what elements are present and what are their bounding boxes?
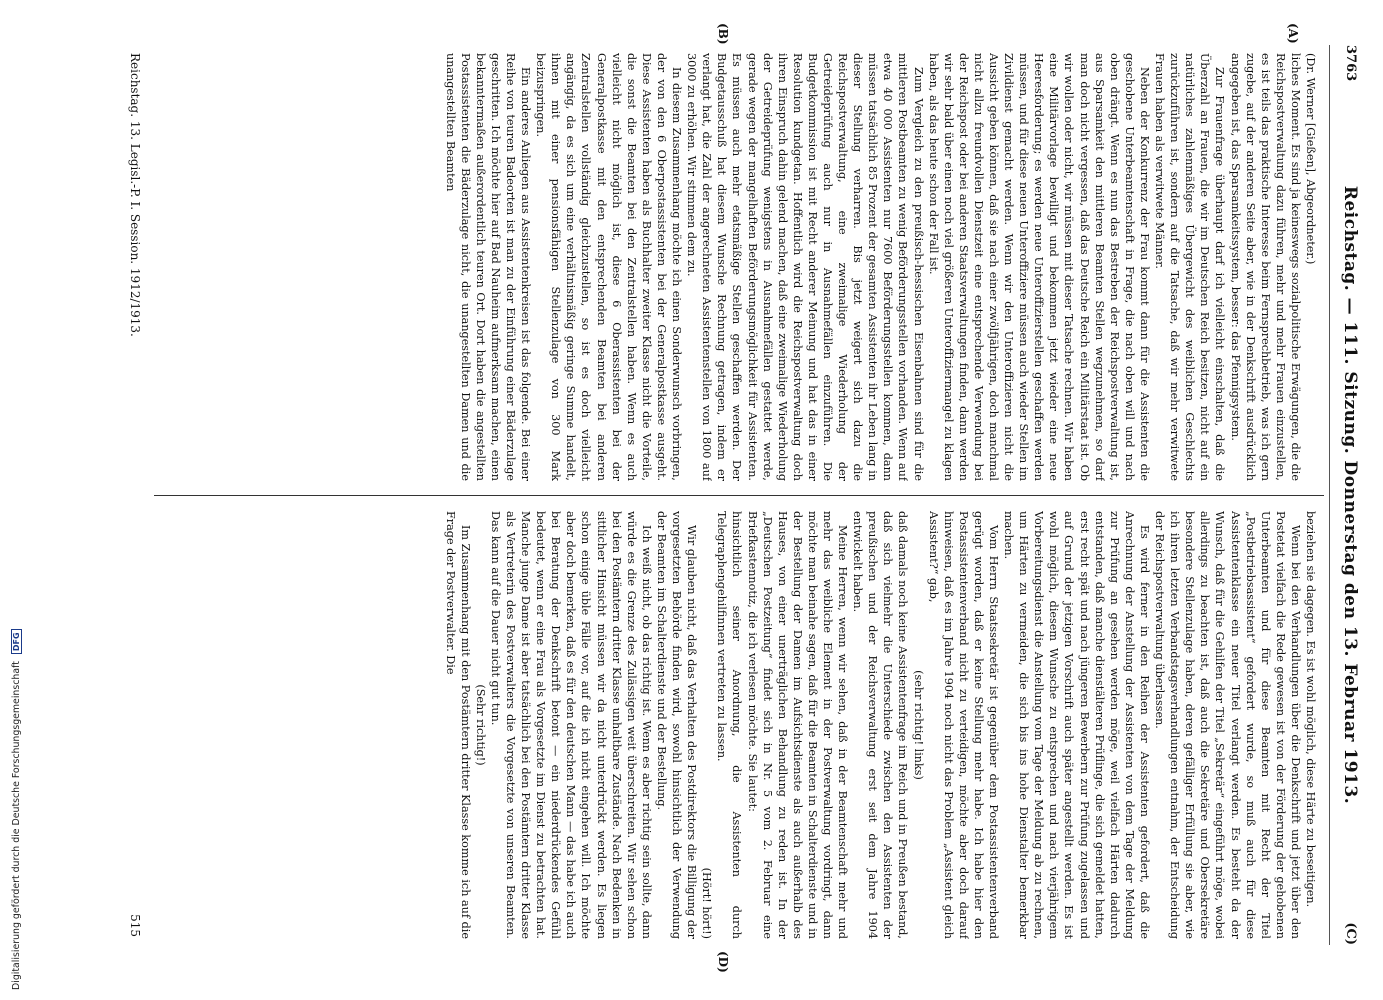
margin-marker-c: (C) [1343, 922, 1358, 945]
paragraph: hinsichtlich seiner Anordnung, die Assistenten durch Telegraphengehilfinnen vertreten zu lassen. [715, 511, 744, 939]
paragraph: Meine Herren, wenn wir sehen, daß in der Beamtenschaft mehr und mehr das weibliche Element in der Postverwaltung vordringt, dann möchte man beinahe sagen, daß für die Beamten in Schalterdienste und in der Bestellung der Damen im Aufsichtsdienste als auch außerhalb des Hauses, von einer unerträglichen Behandlung zu reden ist. In der „Deutschen Postzeitung“ findet sich in Nr. 5 vom 2. Februar eine Briefkastennotiz, die ich verlesen möchte. Sie lautet: [745, 511, 850, 939]
document-page [80, 23, 1370, 973]
paragraph: beziehen sie dagegen. Es ist wohl möglich, diese Härte zu beseitigen. [1304, 511, 1317, 908]
paragraph: Ein anderes Anliegen aus Assistentenkreisen ist das folgende. Bei einer Reihe von teuren Badeorten ist man zu der Einführung einer Bäderzulage geschritten. Ich möchte hier auf Bad Nauheim aufmerksam machen, einen bekanntermaßen außerordentlich teuren Ort. Dort haben die angestellten Postassistenten die Bäderzulage nicht, die unangestellten Damen und die unangestellten Beamten [443, 53, 533, 481]
page-footer [118, 53, 148, 937]
paragraph: Im Zusammenhang mit den Postämtern dritter Klasse komme ich auf die Frage der Postverwalter. Die [443, 511, 472, 939]
paragraph: daß damals noch keine Assistentenfrage im Reich und in Preußen bestand, daß sich vielmehr die Unterschiede zwischen den Assistenten der preußischen und der Reichsverwaltung erst seit dem Jahre 1904 entwickelt haben. [851, 511, 910, 939]
footer-session-info: Reichstag. 13. Legisl.-P. I. Session. 1912/1913. [128, 53, 142, 337]
paragraph: (Sehr richtig!) [473, 684, 487, 766]
paragraph: (sehr richtig! links) [911, 670, 925, 780]
digitization-note [0, 0, 22, 1000]
paragraph: Wenn bei den Verhandlungen über die Denkschrift und jetzt über den Postetat vielfach die Rede gewesen ist von der Förderung der gehobenen Unterbeamten und für diese Beamten mit Recht der Titel „Postbetriebsassistent“ gefordert wurde, so muß auch für diese Assistentenklasse ein neuer Titel verlangt werden. Es besteht da der Wunsch, daß für die Gehilfen der Titel „Sekretär“ eingeführt möge, wobei allerdings zu beachten ist, daß auch die Sekretäre und Obersekretäre besondere Stellenzulage haben, deren gefälliger Erfüllung sie aber, wie ich ihren letzten Verbandstagsverhandlungen entnahm, der Entscheidung der Reichspostverwaltung überlassen. [1153, 511, 1302, 939]
dfg-logo: DFG [11, 629, 22, 654]
margin-marker-b: (B) [716, 23, 730, 45]
paragraph: Wir glauben nicht, daß das Verhalten des Postdirektors die Billigung der vorgesetzten Behörde finden wird, sowohl hinsichtlich der Verwendung der Beamten im Schalterdienste und der Bestellung. [654, 511, 699, 939]
column-divider [154, 495, 1324, 496]
digitization-note-text: Digitalisierung gefördert durch die Deutsche Forschungsgemeinschaft [11, 661, 22, 990]
paragraph: (Dr. Werner [Gießen], Abgeordneter.) [1304, 53, 1317, 265]
page-number: 3763 [1343, 45, 1358, 82]
paragraph: liches Moment. Es sind ja keineswegs sozialpolitische Erwägungen, die die Reichspostverwaltung dazu führen, mehr und mehr Frauen einzustellen, es ist teils das praktische Interesse beim Fernsprechbetrieb, was ich gern zugebe, auf der anderen Seite aber, wie in der Denkschrift ausdrücklich angegeben ist, das Sparsamkeitssystem, besser: das Pfennigsystem. [1228, 53, 1302, 481]
paragraph: Zur Frauenfrage überhaupt darf ich vielleicht einschalten, daß die Überzahl an Frauen, die wir im Deutschen Reich besitzen, nicht auf ein natürliches zahlenmäßiges Übergewicht des weiblichen Geschlechts zurückzuführen ist, sondern auf die Tatsache, daß wir mehr verwitwete Frauen haben als verwitwete Männer. [1153, 53, 1227, 481]
footer-sheet-number: 515 [128, 914, 142, 937]
paragraph: In diesem Zusammenhang möchte ich einen Sonderwunsch vorbringen, der von den 6 Oberpostassistenten bei der Generalpostkasse ausgeht. Diese Assistenten haben als Buchhalter zweiter Klasse nicht die Vorteile, die sonst die Beamten bei den Zentralstellen haben. Wenn es auch vielleicht nicht möglich ist, diese 6 Oberassistenten bei der Generalpostkasse mit den entsprechenden Beamten bei anderen Zentralstellen vollständig gleichzustellen, so ist es doch vielleicht angängig, da es sich um eine verhältnismäßig geringe Summe handelt, ihnen mit einer pensionsfähigen Stellenzulage von 300 Mark beizuspringen. [534, 53, 684, 481]
paragraph: Ich weiß nicht, ob das richtig ist. Wenn es aber richtig sein sollte, dann würde es die Grenze des Zulässigen weit überschreiten. Wir sehen schon bei den Postämtern dritter Klasse unhaltbare Zustände. Nach Bedenken in sittlicher Hinsicht müssen wir da nicht unterdrückt werden. Es liegen schon einige üble Fälle vor, auf die ich nicht eingehen will. Ich möchte aber doch bemerken, daß es für den deutschen Mann — das habe ich auch bei Beratung der Denkschrift betont — ein niederdrückendes Gefühl bedeutet, wenn er eine Frau als Vorgesetzte im Dienst zu betrachten hat. Manche junge Dame ist aber tatsächlich bei den Postämtern dritter Klasse als Vertreterin des Postverwalters die Vorgesetzte von unseren Beamten. Das kann auf die Dauer nicht gut tun. [488, 511, 653, 939]
page-header [1330, 45, 1370, 945]
paragraph: Neben der Konkurrenz der Frau kommt dann für die Assistenten die geschobene Unterbeamtenschaft in Frage, die nach oben will und nach oben drängt. Wenn es nun das Bestreben der Reichspostverwaltung ist, aus Sparsamkeit den mittleren Beamten Stellen wegzunehmen, so darf man doch nicht vergessen, daß das Deutsche Reich ein Militärstaat ist. Ob wir wollen oder nicht, wir müssen mit dieser Tatsache rechnen. Wir haben eine Militärvorlage bewilligt und bekommen jetzt wieder eine neue Heeresforderung; es werden neue Unteroffizierstellen geschaffen werden müssen, und für diese neuen Unteroffiziere müssen auch wieder Stellen im Zivildienst gemacht werden. Wenn wir den Unteroffizieren nicht die Aussicht geben können, daß sie nach einer zwölfjährigen, doch manchmal nicht allzu freundvollen Dienstzeit eine entsprechende Verwendung bei der Reichspost oder bei anderen Staatsverwaltungen finden, dann werden wir sehr bald über einen noch viel größeren Unteroffiziermangel zu klagen haben, als das heute schon der Fall ist. [926, 53, 1151, 481]
text-column-right [158, 511, 1318, 939]
text-column-left [158, 53, 1318, 481]
header-rule [1329, 45, 1330, 945]
margin-marker-a: (A) [1286, 23, 1300, 44]
paragraph: Vom Herrn Staatssekretär ist gegenüber dem Postassistentenverband gerügt worden, daß er keine Stellung mehr habe. Ich habe hier den Postassistentenverband nicht zu verteidigen, möchte aber doch darauf hinweisen, daß es im Jahre 1904 noch nicht das Problem „Assistent gleich Assistent?“ gab, [926, 511, 1001, 939]
paragraph: (Hört! hört!) [700, 867, 714, 939]
margin-marker-d: (D) [716, 951, 730, 973]
paragraph: Es wird ferner in den Reihen der Assistenten gefordert, daß die Anrechnung der Anstellung der Assistenten von dem Tage der Meldung zur Prüfung an gesehen werden möge, weil vielfach Härten dadurch entstanden, daß manche dienstälteren Prüflinge, die sich gemeldet hatten, erst recht spät und nach jüngeren Bewerbern zur Prüfung zugelassen und auf Grund der jetzigen Vorschrift auch später angestellt werden. Es ist wohl möglich, diesem Wunsche zu entsprechen und nach vierjährigem Vorbereitungsdienst die Anstellung vom Tage der Meldung ab zu rechnen, um Härten zu vermeiden, die sich bis ins hohe Dienstalter bemerkbar machen. [1002, 511, 1151, 939]
paragraph: Zum Vergleich zu den preußisch-hessischen Eisenbahnen sind für die mittleren Postbeamten zu wenig Beförderungsstellen vorhanden. Wenn auf etwa 40 000 Assistenten nur 7600 Beförderungsstellen kommen, dann müssen tatsächlich 85 Prozent der gesamten Assistenten ihr Leben lang in dieser Stellung verharren. Bis jetzt weigert sich dazu die Reichspostverwaltung, eine zweimalige Wiederholung der Getreideprüfung auch nur in Ausnahmefällen einzuführen. Die Budgetkommission ist mit Recht anderer Meinung und hat das in einer Resolution kundgetan. Hoffentlich wird die Reichspostverwaltung doch ihren Einspruch dahin gelend machen, daß eine zweimalige Wiederholung der Getreideprüfung wenigstens in Ausnahmefällen gestattet werde, gerade wegen der mangelhaften Beförderungsmöglichkeit für Assistenten. Es müssen auch mehr etatsmäßige Stellen geschaffen werden. Der Budgetausschuß hat diesem Wunsche Rechnung getragen, indem er verlangt hat, die Zahl der angerechneten Assistentenstellen von 1800 auf 3000 zu erhöhen. Wir stimmen dem zu. [685, 53, 925, 481]
page-title: Reichstag. — 111. Sitzung. Donnerstag den 13. Februar 1913. [1340, 185, 1360, 805]
